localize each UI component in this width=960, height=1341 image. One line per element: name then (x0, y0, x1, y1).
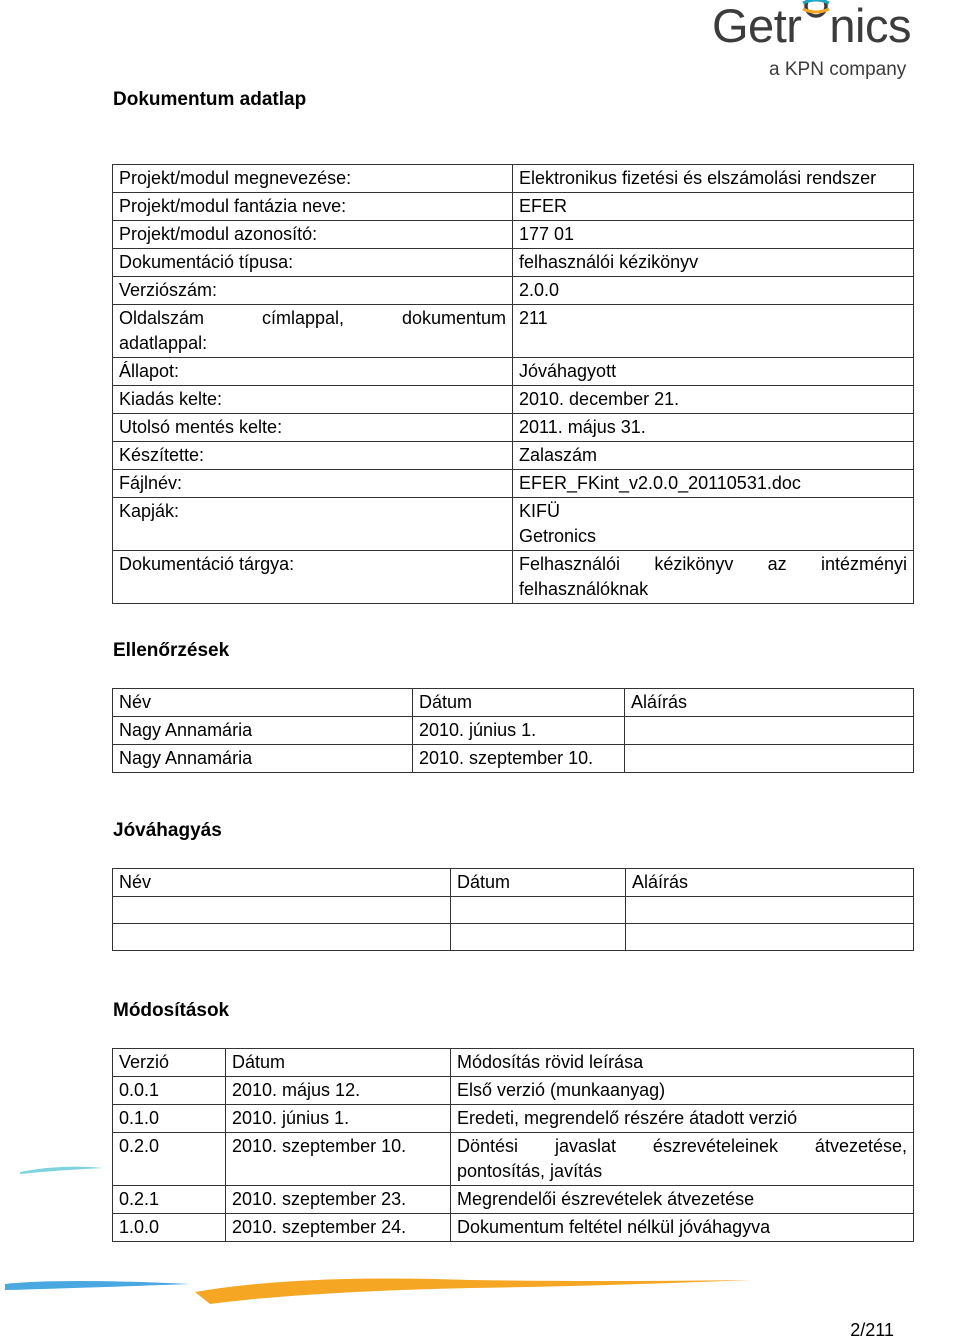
decorative-swoosh-left (0, 1160, 110, 1180)
page-number: 2/211 (850, 1320, 894, 1340)
changes-heading: Módosítások (113, 1000, 230, 1021)
table-row: Projekt/modul fantázia neve: EFER (113, 193, 914, 221)
table-row: Fájlnév: EFER_FKint_v2.0.0_20110531.doc (113, 470, 914, 498)
table-row: Kapják: KIFÜ Getronics (113, 498, 914, 551)
table-row: Nagy Annamária 2010. szeptember 10. (113, 745, 914, 773)
checks-heading: Ellenőrzések (113, 640, 230, 661)
table-row: Készítette: Zalaszám (113, 442, 914, 470)
table-row: Dokumentáció típusa: felhasználói kézikönyv (113, 249, 914, 277)
checks-table (112, 688, 914, 773)
logo-subtitle: a KPN company (769, 59, 907, 80)
getronics-logo (712, 0, 960, 84)
table-row: Projekt/modul megnevezése: Elektronikus fizetési és elszámolási rendszer (113, 165, 914, 193)
table-row (113, 924, 914, 951)
table-row: 1.0.0 2010. szeptember 24. Dokumentum feltétel nélkül jóváhagyva (113, 1214, 914, 1242)
table-row: Oldalszám címlappal, dokumentum adatlappal: 211 (113, 305, 914, 358)
table-row: 0.2.1 2010. szeptember 23. Megrendelői észrevételek átvezetése (113, 1186, 914, 1214)
page-title: Dokumentum adatlap (113, 89, 307, 110)
decorative-swoosh-bottom (0, 1270, 760, 1310)
table-row: Kiadás kelte: 2010. december 21. (113, 386, 914, 414)
logo-wordmark: Getr nics (712, 0, 911, 53)
logo-ring-icon (801, 12, 829, 42)
table-row: Verzió Dátum Módosítás rövid leírása (113, 1049, 914, 1077)
approval-heading: Jóváhagyás (113, 820, 222, 841)
table-row: Projekt/modul azonosító: 177 01 (113, 221, 914, 249)
table-row: 0.1.0 2010. június 1. Eredeti, megrendelő részére átadott verzió (113, 1105, 914, 1133)
changes-table (112, 1048, 914, 1242)
table-row: Utolsó mentés kelte: 2011. május 31. (113, 414, 914, 442)
table-row: Verziószám: 2.0.0 (113, 277, 914, 305)
table-row: Név Dátum Aláírás (113, 869, 914, 897)
info-table (112, 164, 914, 604)
table-row: Nagy Annamária 2010. június 1. (113, 717, 914, 745)
table-row: Dokumentáció tárgya: Felhasználói kézikönyv az intézményi felhasználóknak (113, 551, 914, 604)
table-row (113, 897, 914, 924)
table-row: 0.2.0 2010. szeptember 10. Döntési javaslat észrevételeinek átvezetése, pontosítás, javítás (113, 1133, 914, 1186)
table-row: Név Dátum Aláírás (113, 689, 914, 717)
table-row: 0.0.1 2010. május 12. Első verzió (munkaanyag) (113, 1077, 914, 1105)
approval-table (112, 868, 914, 951)
table-row: Állapot: Jóváhagyott (113, 358, 914, 386)
